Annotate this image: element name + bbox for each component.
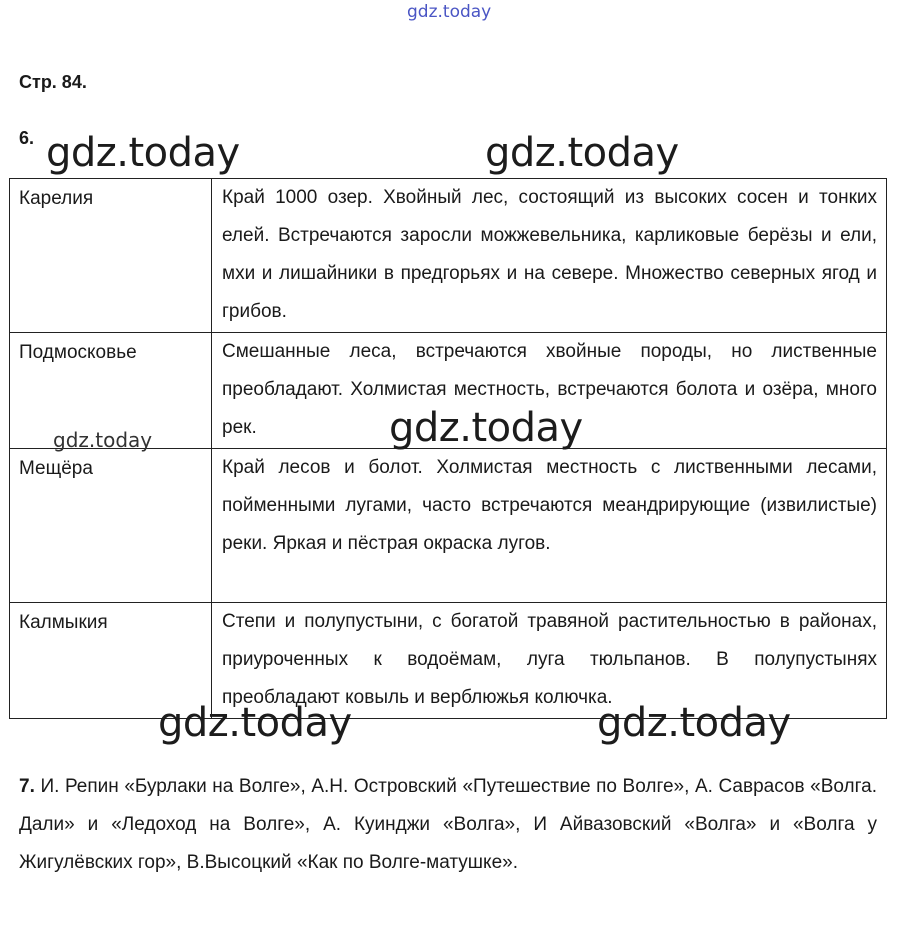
task-7-answer [19, 768, 877, 882]
watermark: gdz.today [597, 700, 791, 746]
watermark: gdz.today [485, 130, 679, 176]
watermark: gdz.today [389, 405, 583, 451]
watermark-top: gdz.today [407, 2, 492, 22]
watermark: gdz.today [46, 130, 240, 176]
task-7-number: 7. [19, 776, 35, 797]
region-description: Смешанные леса, встречаются хвойные породы, но лиственные преобладают. Холмистая местность, встречаются болота и озёра, много рек. [212, 333, 887, 449]
region-name: Карелия [10, 179, 212, 333]
region-name: Калмыкия [10, 603, 212, 719]
region-name: Подмосковье [10, 333, 212, 449]
region-description: Край 1000 озер. Хвойный лес, состоящий из высоких сосен и тонких елей. Встречаются заросли можжевельника, карликовые берёзы и ели, мхи и лишайники в предгорьях и на севере. Множество северных ягод и грибов. [212, 179, 887, 333]
region-description: Степи и полупустыни, с богатой травяной растительностью в районах, приуроченных к водоёмам, луга тюльпанов. В полупустынях преобладают ковыль и верблюжья колючка. [212, 603, 887, 719]
task-6-number: 6. [19, 128, 35, 148]
table-row [10, 449, 887, 603]
region-name: Мещёра [10, 449, 212, 603]
region-description: Край лесов и болот. Холмистая местность с лиственными лесами, пойменными лугами, часто встречаются меандрирующие (извилистые) реки. Яркая и пёстрая окраска лугов. [212, 449, 887, 603]
watermark: gdz.today [158, 700, 352, 746]
page-heading: Стр. 84. [19, 72, 87, 92]
watermark: gdz.today [53, 428, 153, 452]
table-row [10, 179, 887, 333]
task-7-text: И. Репин «Бурлаки на Волге», А.Н. Островский «Путешествие по Волге», А. Саврасов «Волга. Дали» и «Ледоход на Волге», А. Куинджи «Волга», И Айвазовский «Волга» и «Волга у Жигулёвских гор», В.Высоцкий «Как по Волге-матушке». [19, 776, 877, 873]
